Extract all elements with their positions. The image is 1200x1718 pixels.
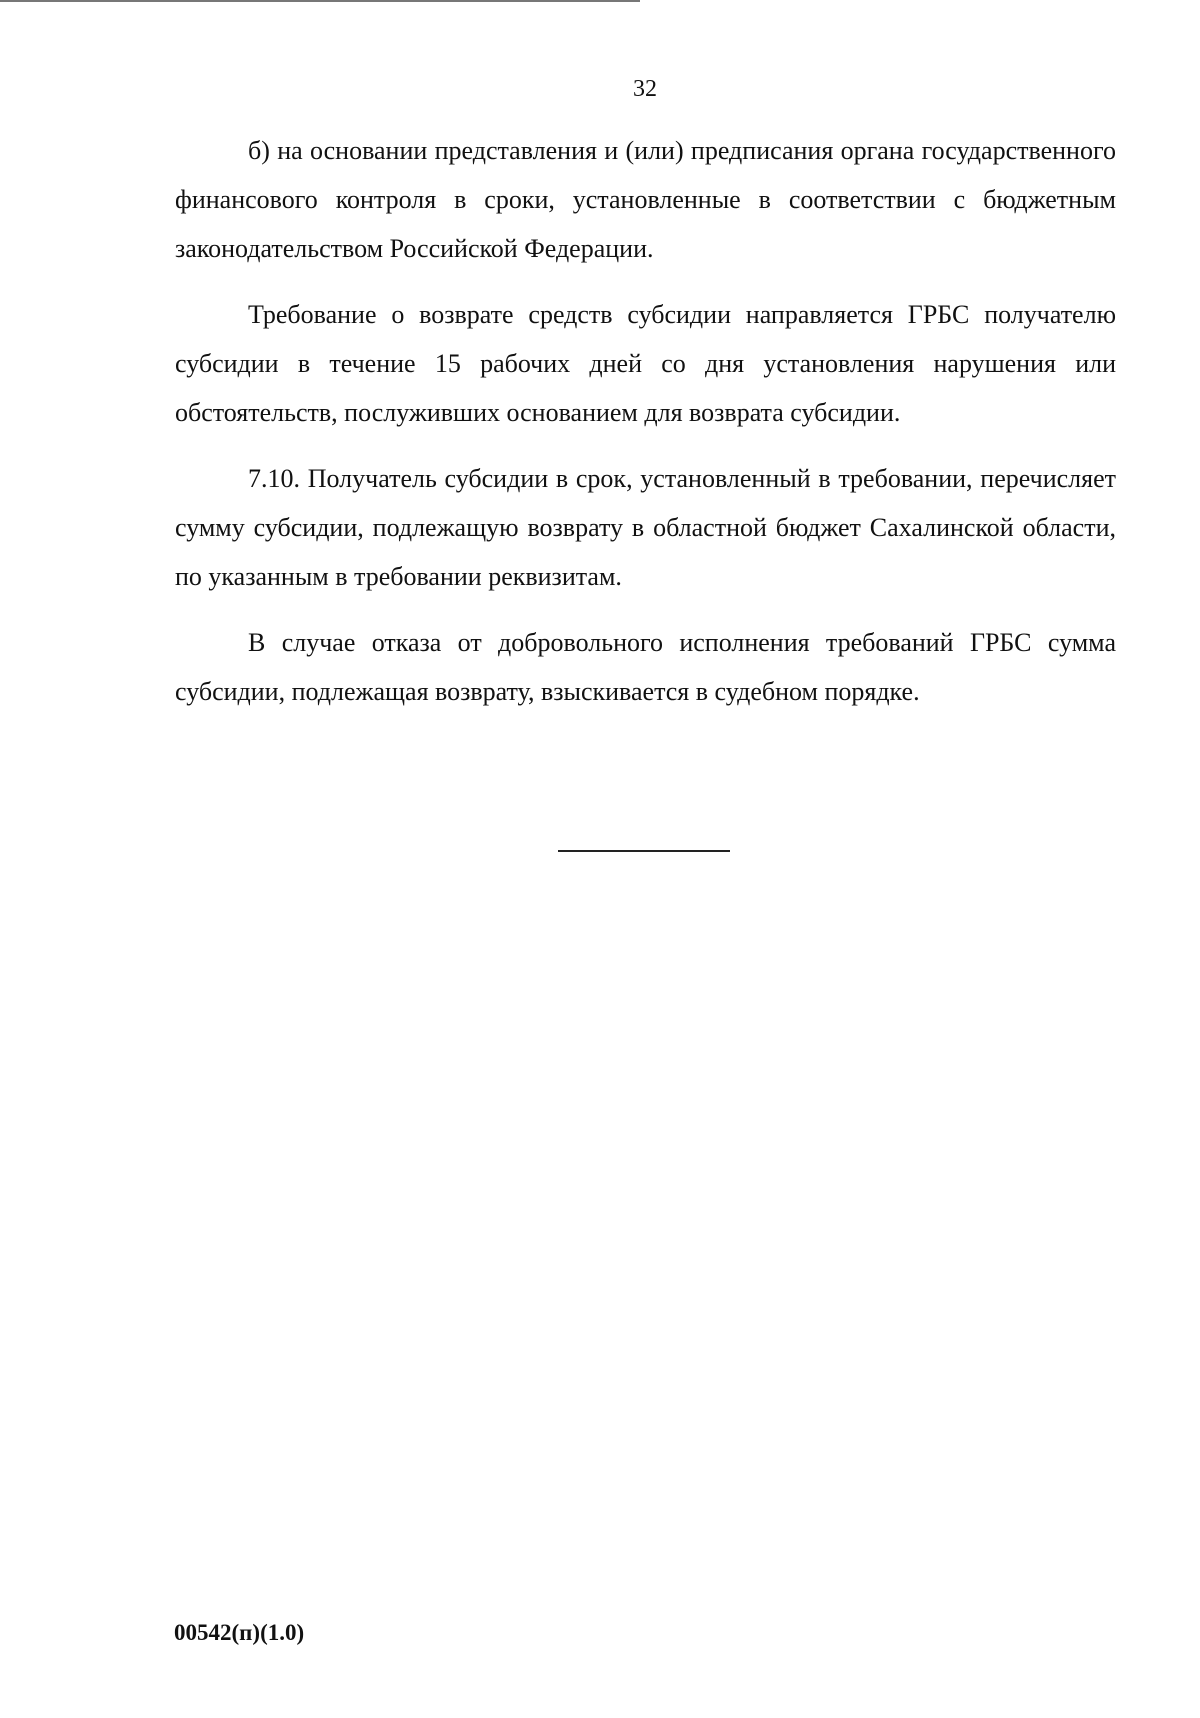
paragraph-court-recovery: В случае отказа от добровольного исполнения требований ГРБС сумма субсидии, подлежащая возврату, взыскивается в судебном порядке. [175, 628, 1116, 706]
paragraph-7-10: 7.10. Получатель субсидии в срок, установленный в требовании, перечисляет сумму субсидии, подлежащую возврату в областной бюджет Сахалинской области, по указанным в требовании реквизитам. [175, 464, 1116, 591]
scan-top-edge-line [0, 0, 640, 2]
document-code: 00542(п)(1.0) [174, 1620, 305, 1645]
paragraph-return-demand: Требование о возврате средств субсидии направляется ГРБС получателю субсидии в течение 15 рабочих дней со дня установления нарушения или обстоятельств, послуживших основанием для возврата субсидии. [175, 300, 1116, 427]
paragraph-return-basis: б) на основании представления и (или) предписания органа государственного финансового контроля в сроки, установленные в соответствии с бюджетным законодательством Российской Федерации. [175, 136, 1116, 263]
page-number: 32 [633, 76, 657, 102]
document-body [175, 126, 1116, 733]
end-of-text-divider [558, 850, 730, 852]
